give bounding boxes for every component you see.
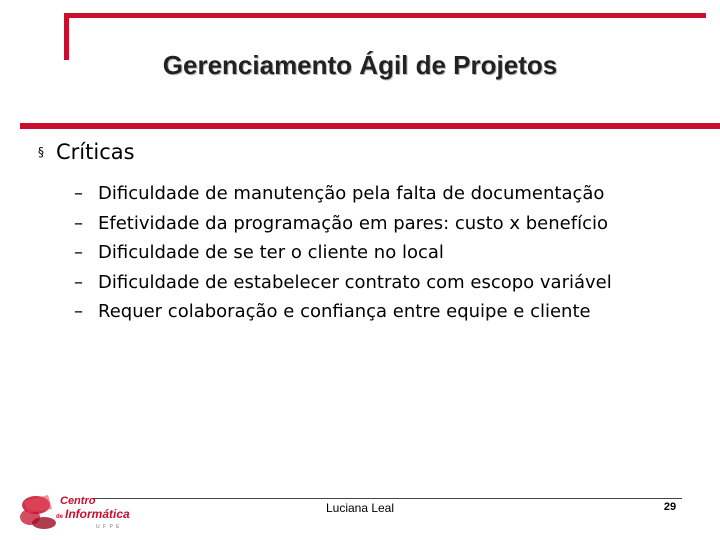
- list-item: [74, 297, 612, 327]
- list-item-text: Dificuldade de manutenção pela falta de documentação: [98, 183, 605, 204]
- square-bullet-icon: §: [38, 145, 44, 159]
- page-number: 29: [663, 501, 677, 513]
- logo-line1: Centro: [60, 495, 96, 507]
- list-item-text: Requer colaboração e confiança entre equipe e cliente: [98, 301, 591, 322]
- section-heading-text: Críticas: [56, 140, 135, 164]
- list-item-text: Efetividade da programação em pares: custo x benefício: [98, 212, 608, 234]
- dash-bullet: –: [74, 212, 83, 234]
- list-item: [74, 179, 612, 209]
- section-heading: [38, 140, 135, 164]
- list-item: [74, 268, 612, 298]
- footer-divider: [92, 498, 682, 499]
- logo-line3: U F P E: [96, 524, 121, 530]
- title-underline-bar: [20, 123, 720, 129]
- dash-bullet: –: [74, 271, 83, 293]
- top-accent-bar: [64, 13, 706, 18]
- list-item: [74, 238, 612, 268]
- dash-bullet: –: [74, 183, 83, 204]
- slide-title: Gerenciamento Ágil de Projetos: [162, 50, 558, 80]
- dash-bullet: –: [74, 242, 83, 263]
- list-item: [74, 209, 612, 239]
- centro-de-informatica-logo: [18, 487, 140, 533]
- list-item-text: Dificuldade de estabelecer contrato com escopo variável: [98, 271, 612, 293]
- logo-line2-small: de: [56, 514, 64, 520]
- footer-author: Luciana Leal: [325, 501, 395, 515]
- dash-bullet: –: [74, 301, 83, 322]
- bullet-list: [74, 179, 612, 327]
- list-item-text: Dificuldade de se ter o cliente no local: [98, 242, 444, 263]
- logo-line2: Informática: [65, 507, 130, 521]
